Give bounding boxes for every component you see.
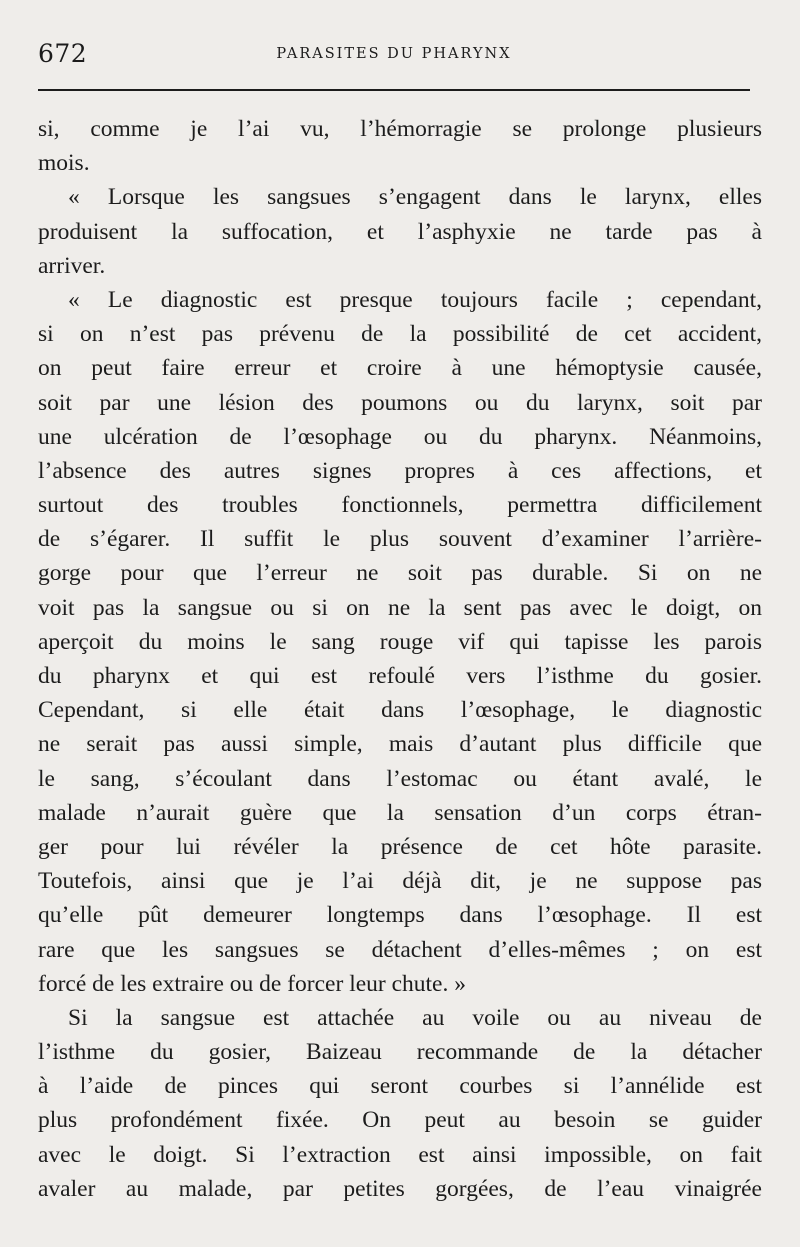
text-line: arriver. xyxy=(38,252,106,279)
text-line: soit par une lésion des poumons ou du larynx, soit par xyxy=(38,389,762,416)
text-line: rare que les sangsues se détachent d’elles-mêmes ; on est xyxy=(38,936,762,963)
text-line: aperçoit du moins le sang rouge vif qui tapisse les parois xyxy=(38,628,762,655)
text-line: surtout des troubles fonctionnels, permettra difficilement xyxy=(38,492,762,519)
text-line: l’isthme du gosier, Baizeau recommande de la détacher xyxy=(38,1039,762,1066)
text-line: le sang, s’écoulant dans l’estomac ou étant avalé, le xyxy=(38,765,762,792)
text-line: « Lorsque les sangsues s’engagent dans le larynx, elles xyxy=(68,184,762,211)
text-line: ne serait pas aussi simple, mais d’autant plus difficile que xyxy=(38,731,762,758)
text-line: avaler au malade, par petites gorgées, de l’eau vinaigrée xyxy=(38,1175,762,1202)
text-line: si, comme je l’ai vu, l’hémorragie se prolonge plusieurs xyxy=(38,116,762,142)
text-line: à l’aide de pinces qui seront courbes si l’annélide est xyxy=(38,1073,762,1100)
header-rule xyxy=(38,89,750,91)
text-line: produisent la suffocation, et l’asphyxie ne tarde pas à xyxy=(38,218,762,245)
text-line: « Le diagnostic est presque toujours facile ; cependant, xyxy=(68,286,762,313)
text-line: malade n’aurait guère que la sensation d’un corps étran- xyxy=(38,799,762,826)
text-line: plus profondément fixée. On peut au besoin se guider xyxy=(38,1107,762,1134)
text-line: de s’égarer. Il suffit le plus souvent d’examiner l’arrière- xyxy=(38,526,762,553)
text-line: Si la sangsue est attachée au voile ou au niveau de xyxy=(68,1004,762,1031)
text-line: ger pour lui révéler la présence de cet hôte parasite. xyxy=(38,833,762,860)
text-line: qu’elle pût demeurer longtemps dans l’œsophage. Il est xyxy=(38,902,762,929)
body-text xyxy=(38,112,762,1206)
text-line: on peut faire erreur et croire à une hémoptysie causée, xyxy=(38,355,762,382)
page-number: 672 xyxy=(38,39,88,68)
text-line: gorge pour que l’erreur ne soit pas durable. Si on ne xyxy=(38,560,762,587)
text-line: Cependant, si elle était dans l’œsophage, le diagnostic xyxy=(38,697,762,724)
text-line: l’absence des autres signes propres à ces affections, et xyxy=(38,457,762,484)
running-head: PARASITES DU PHARYNX xyxy=(276,46,512,62)
text-line: mois. xyxy=(38,150,90,177)
text-line: Toutefois, ainsi que je l’ai déjà dit, je ne suppose pas xyxy=(38,868,762,895)
page-header xyxy=(38,36,750,76)
text-line: avec le doigt. Si l’extraction est ainsi impossible, on fait xyxy=(38,1141,762,1168)
text-line: voit pas la sangsue ou si on ne la sent pas avec le doigt, on xyxy=(38,594,762,621)
text-line: une ulcération de l’œsophage ou du pharynx. Néanmoins, xyxy=(38,423,762,450)
text-line: si on n’est pas prévenu de la possibilité de cet accident, xyxy=(38,321,762,348)
text-line: du pharynx et qui est refoulé vers l’isthme du gosier. xyxy=(38,663,762,689)
text-line: forcé de les extraire ou de forcer leur chute. » xyxy=(38,970,466,997)
